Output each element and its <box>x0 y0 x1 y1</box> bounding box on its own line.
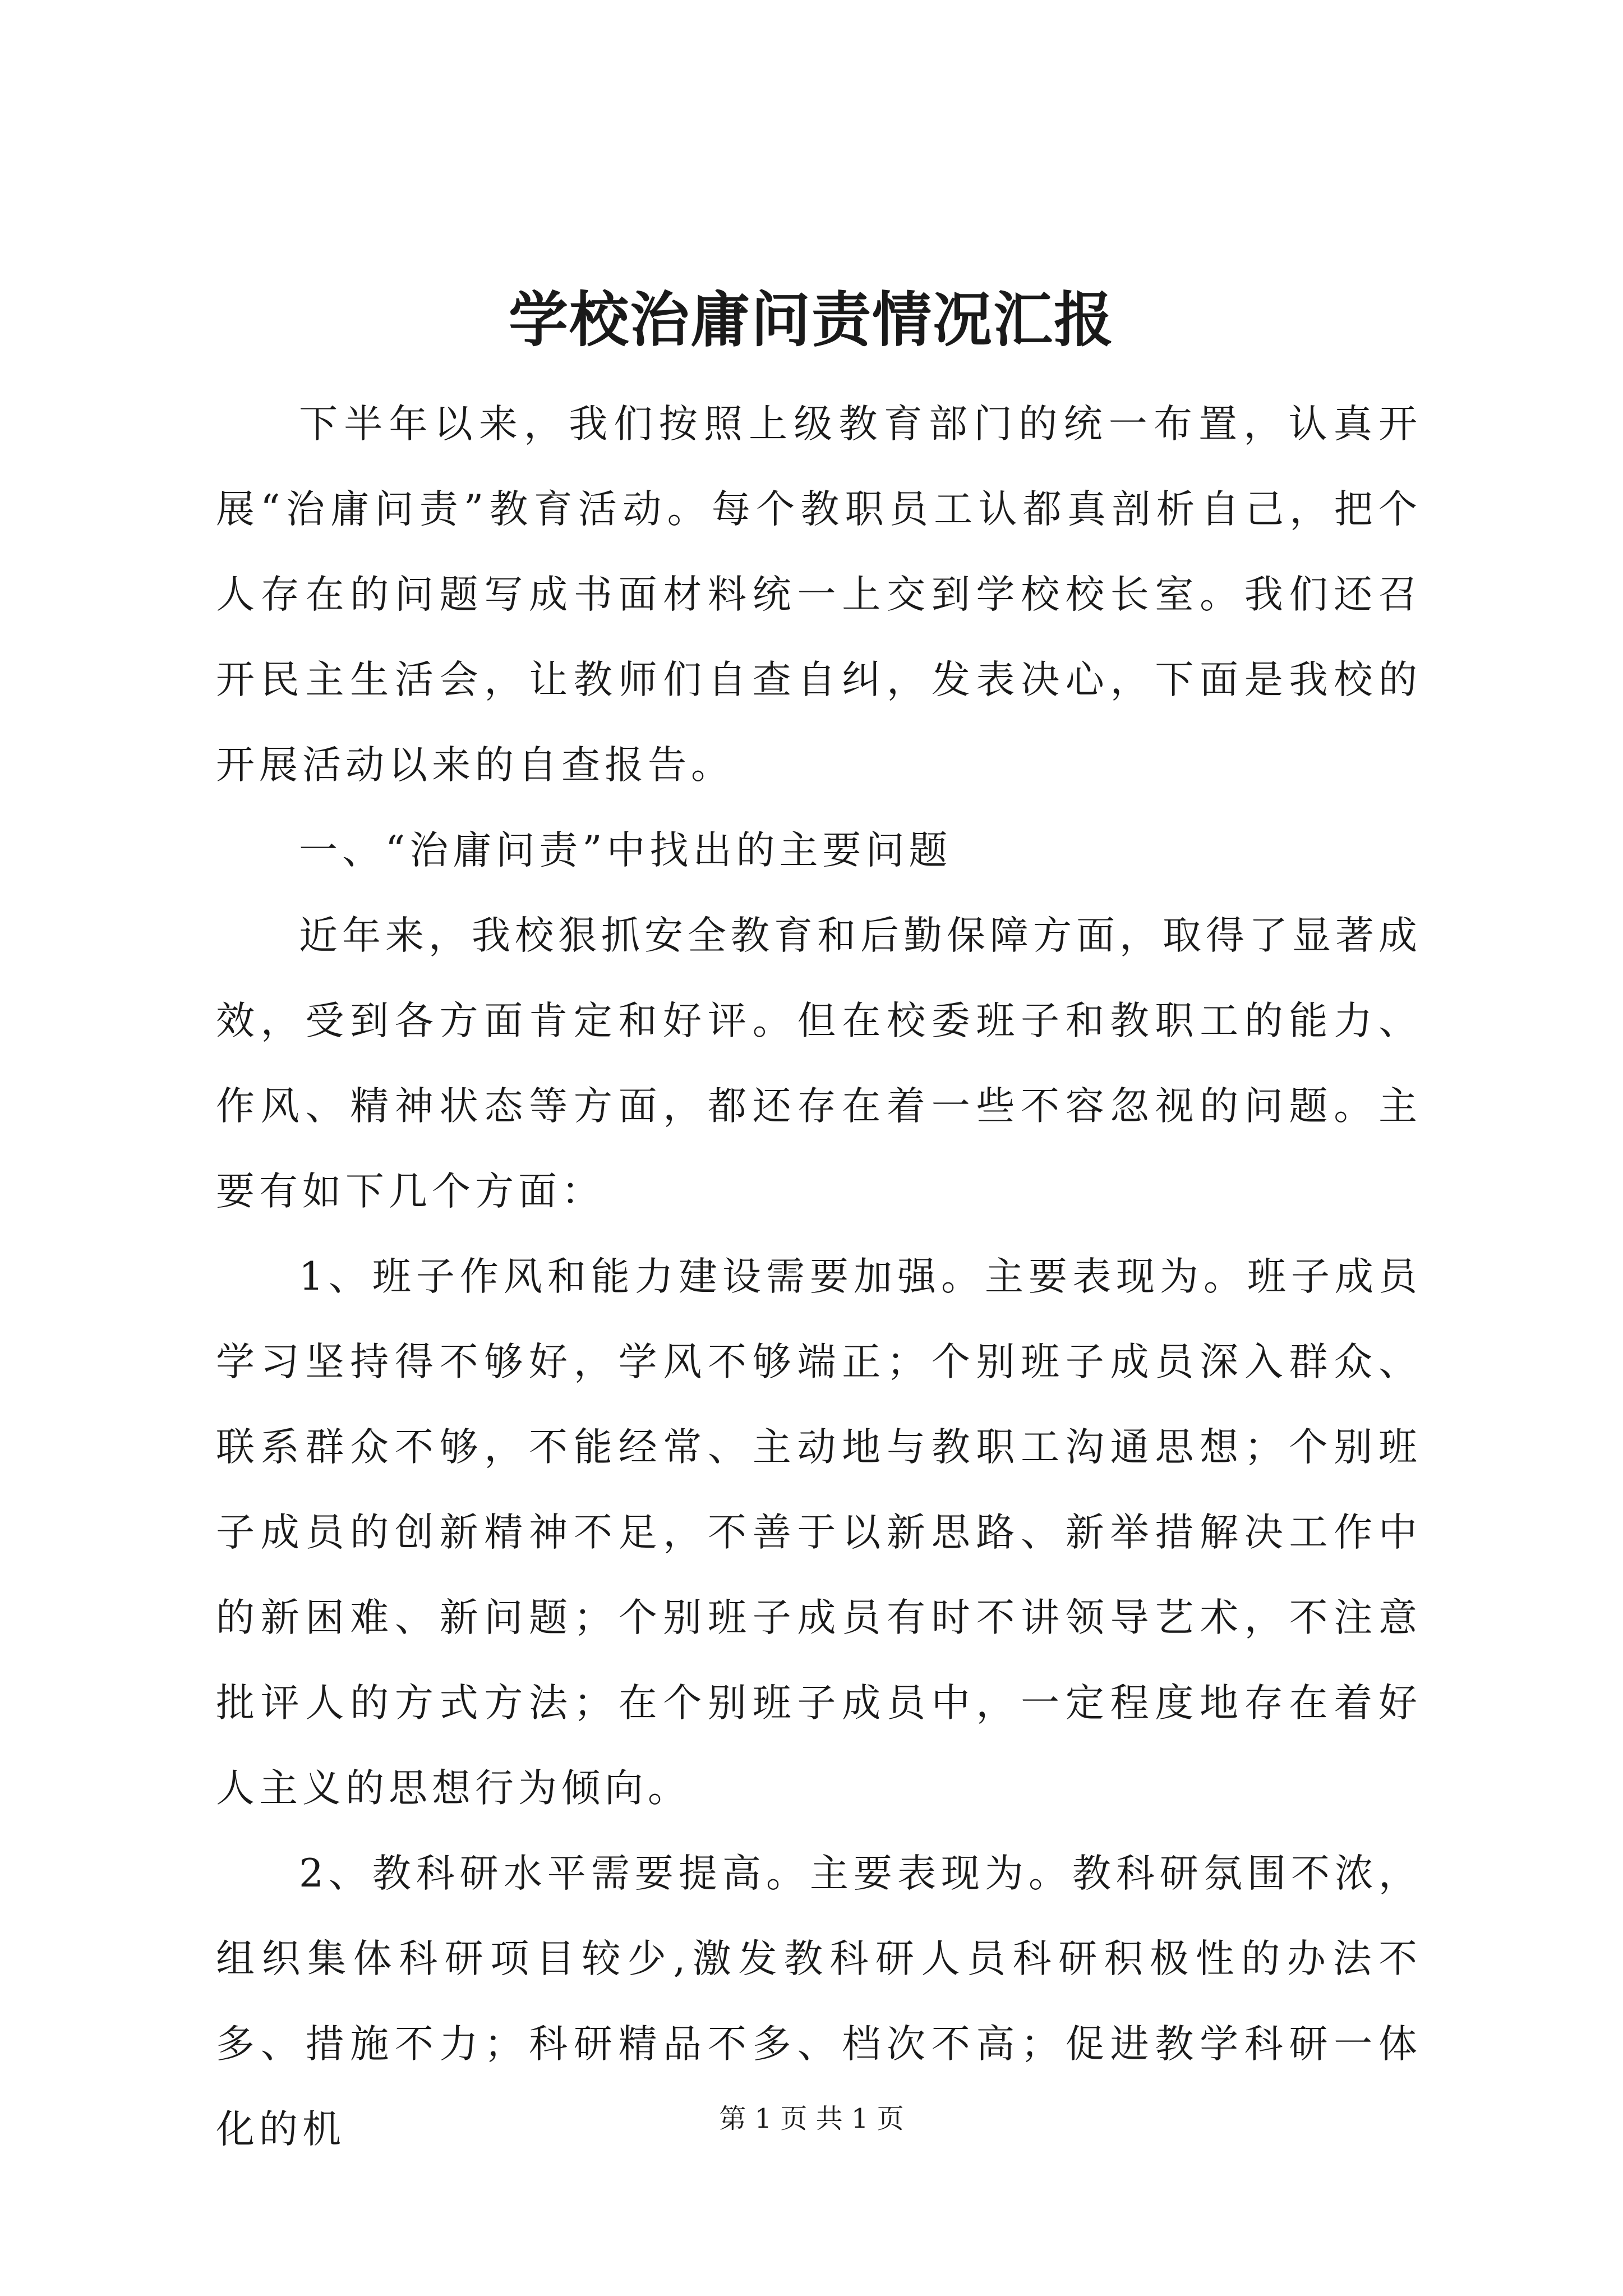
document-body <box>216 381 1422 2172</box>
paragraph-item-1: 1、班子作风和能力建设需要加强。主要表现为。班子成员学习坚持得不够好，学风不够端正；个别班子成员深入群众、联系群众不够，不能经常、主动地与教职工沟通思想；个别班子成员的创新精神不足，不善于以新思路、新举措解决工作中的新困难、新问题；个别班子成员有时不讲领导艺术，不注意批评人的方式方法；在个别班子成员中，一定程度地存在着好人主义的思想行为倾向。 <box>216 1254 1422 1811</box>
paragraph-item-2: 2、教科研水平需要提高。主要表现为。教科研氛围不浓，组织集体科研项目较少,激发教科研人员科研积极性的办法不多、措施不力；科研精品不多、档次不高；促进教学科研一体化的机 <box>216 1851 1422 2152</box>
document-title: 学校治庸问责情况汇报 <box>509 284 1114 355</box>
paragraph-overview: 近年来，我校狠抓安全教育和后勤保障方面，取得了显著成效，受到各方面肯定和好评。但在校委班子和教职工的能力、作风、精神状态等方面，都还存在着一些不容忽视的问题。主要有如下几个方面： <box>216 913 1422 1214</box>
section-heading-1: 一、“治庸问责”中找出的主要问题 <box>299 828 952 873</box>
page-footer: 第 1 页 共 1 页 <box>719 2103 904 2134</box>
paragraph-intro: 下半年以来，我们按照上级教育部门的统一布置，认真开展“治庸问责”教育活动。每个教职员工认都真剖析自己，把个人存在的问题写成书面材料统一上交到学校校长室。我们还召开民主生活会，让教师们自查自纠，发表决心，下面是我校的开展活动以来的自查报告。 <box>216 402 1422 788</box>
